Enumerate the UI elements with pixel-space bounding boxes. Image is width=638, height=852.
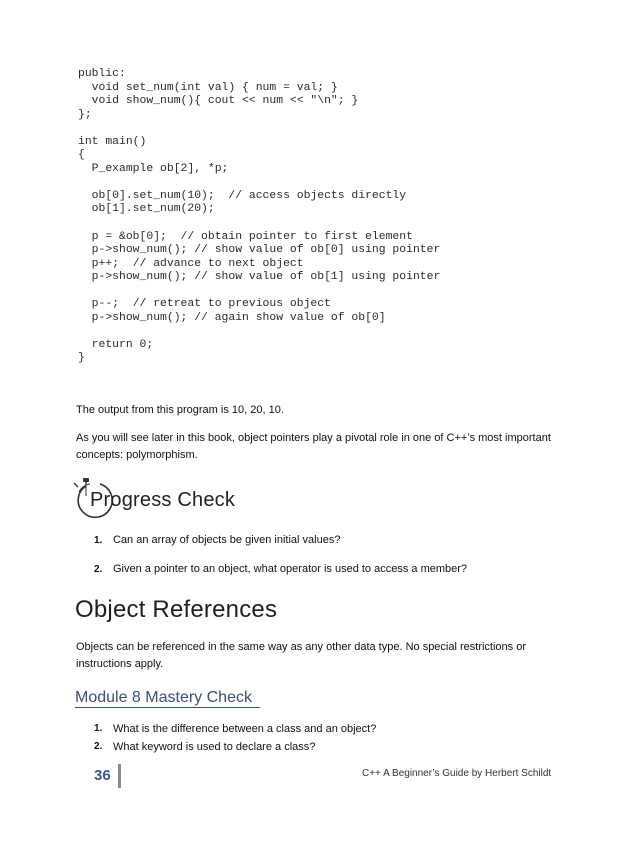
question-number: 1. [94,723,103,734]
code-line: p = &ob[0]; // obtain pointer to first element [78,230,413,243]
code-line: p->show_num(); // show value of ob[0] using pointer [78,244,441,257]
progress-check-questions [94,533,467,591]
page-number: 36 [94,767,111,784]
code-line: void set_num(int val) { num = val; } [78,81,338,94]
output-paragraph: The output from this program is 10, 20, 10. [76,404,284,416]
section-heading: Object References [75,596,278,623]
code-line: P_example ob[2], *p; [78,162,229,175]
code-line: int main() [78,135,147,148]
question-text: What is the difference between a class and an object? [113,723,377,735]
list-item [94,720,376,738]
question-text: Can an array of objects be given initial values? [113,534,341,546]
code-line: public: [78,68,126,80]
code-line: p++; // advance to next object [78,257,304,270]
code-line: p->show_num(); // again show value of ob[0] [78,311,386,324]
code-line: ob[0].set_num(10); // access objects directly [78,189,407,202]
mastery-check-heading: Module 8 Mastery Check [75,688,260,708]
list-item [94,738,376,756]
code-line: } [78,352,85,365]
footer-divider [118,764,121,788]
code-line: }; [78,108,92,121]
question-text: Given a pointer to an object, what operator is used to access a member? [113,563,468,575]
progress-check-banner [70,476,240,524]
pointers-paragraph: As you will see later in this book, object pointers play a pivotal role in one of C++’s most important concepts: polymorphism. [76,432,551,461]
footer-book-title: C++ A Beginner’s Guide by Herbert Schildt [362,768,552,779]
list-item [94,533,467,548]
question-text: What keyword is used to declare a class? [113,741,316,753]
code-line: return 0; [78,338,154,351]
mastery-check-questions [94,720,376,756]
list-item [94,562,467,577]
code-listing [78,68,440,366]
code-line: p->show_num(); // show value of ob[1] using pointer [78,271,441,284]
question-number: 1. [94,535,103,546]
code-line: void show_num(){ cout << num << "\n"; } [78,95,359,108]
question-number: 2. [94,741,103,752]
code-line: p--; // retreat to previous object [78,298,331,311]
question-number: 2. [94,564,103,575]
progress-check-title: Progress Check [90,489,236,511]
references-paragraph: Objects can be referenced in the same way as any other data type. No special restrictions or instructions apply. [76,641,527,670]
code-line: { [78,149,85,162]
code-line: ob[1].set_num(20); [78,203,215,216]
